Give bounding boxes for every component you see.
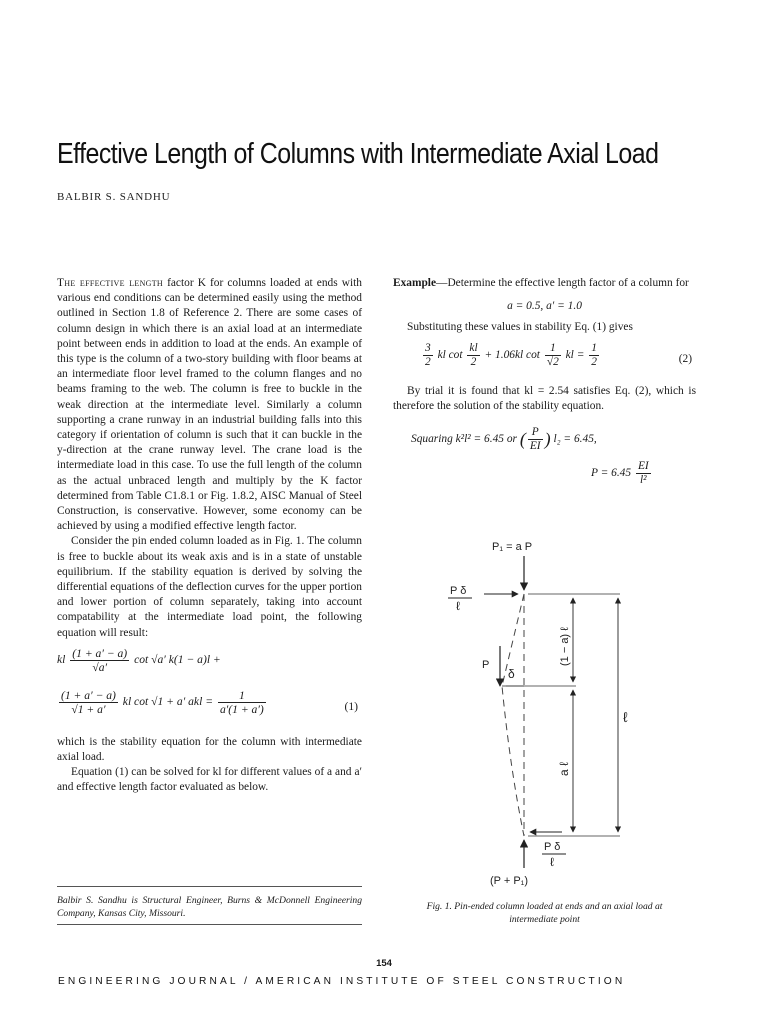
caption-line-2: intermediate point bbox=[509, 913, 580, 925]
column-figure bbox=[440, 528, 660, 898]
caption-line-1: Fig. 1. Pin-ended column loaded at ends and an axial load at bbox=[426, 901, 663, 912]
total-length-label: ℓ bbox=[623, 709, 628, 725]
eq2-number: (2) bbox=[678, 352, 692, 365]
eq1-frac-3: $\frac{1}{a'(1 + a')}$ bbox=[219, 688, 264, 716]
deflected-shape bbox=[502, 594, 524, 836]
footnote-rule-top bbox=[57, 886, 362, 887]
lower-length-label: a ℓ bbox=[557, 762, 571, 776]
intro-paragraph-text: factor K for columns loaded at ends with various end conditions can be determined easily using the method outlined in Section 1.8 of Reference 2. There are some cases of column design in which there is an axial load at an intermediate point between ends in addition to load at the ends. An example of this type is the column of a two-story building with floor beams at an intermediate floor level framed to the column flanges and no beams framing to the web. The column is free to buckle in the weak direction at the intermediate level. Similarly a column supporting a crane runway in an industrial building falls into this category if orientation of column is such that it can buckle in the y-direction at the crane runway level. The crane load is the intermediate load in this case. To use the full length of the column as the actual unbraced length and multiply by the K factor determined from Table C1.8.1 or Fig. 1.8.2, AISC Manual of Steel Construction, is conservative. However, some economy can be achieved by using a modified effective length factor. bbox=[57, 277, 362, 533]
author-name: BALBIR S. SANDHU bbox=[57, 191, 171, 203]
article-title: Effective Length of Columns with Intermediate Axial Load bbox=[57, 138, 659, 170]
left-column bbox=[57, 276, 362, 796]
eq1-frac-1: $\frac{(1 + a' - a)}{√a'}$ bbox=[72, 646, 128, 674]
example-label: Example bbox=[393, 277, 437, 289]
example-paragraph bbox=[393, 276, 696, 291]
p-equation: P = 6.45 $\frac{EI}{\text{l²}}$ bbox=[591, 460, 649, 487]
eq1-frac-2: $\frac{(1 + a' - a)}{√1 + a'}$ bbox=[61, 688, 116, 716]
eq1-kl: kl bbox=[57, 653, 66, 667]
journal-footer: ENGINEERING JOURNAL / AMERICAN INSTITUTE OF STEEL CONSTRUCTION bbox=[58, 976, 626, 987]
author-footnote: Balbir S. Sandhu is Structural Engineer, Burns & McDonnell Engineering Company, Kansas City, Missouri. bbox=[57, 895, 362, 919]
right-column bbox=[393, 276, 696, 492]
page-number: 154 bbox=[376, 958, 392, 969]
intro-paragraph bbox=[57, 276, 362, 534]
trial-paragraph: By trial it is found that kl = 2.54 satisfies Eq. (2), which is therefore the solution of the stability equation. bbox=[393, 384, 696, 412]
equation-2: $\frac{3}{2}$ kl cot $\frac{kl}{2}$ + 1.06kl cot $\frac{1}{√2}$ kl = $\frac{1}{2}$ (2) bbox=[425, 341, 692, 368]
figure-caption bbox=[393, 901, 696, 926]
bottom-shear-num: P δ bbox=[544, 841, 561, 853]
eq1-line2-mid: kl cot √1 + a′ akl = bbox=[122, 695, 214, 709]
stability-paragraph: which is the stability equation for the column with intermediate axial load. bbox=[57, 735, 362, 764]
method-paragraph: Consider the pin ended column loaded as in Fig. 1. The column is free to buckle about its weak axis and is in a state of unstable equilibrium. If the stability equation is derived by solving the differential equations of the deflection curves for the upper portion and lower portion of column separately, taking into account compatability at the intermediate load point, the following equation will result: bbox=[57, 535, 362, 639]
equation-1 bbox=[57, 647, 362, 731]
mid-load-label: P bbox=[482, 659, 490, 671]
squaring-equation: Squaring k²l² = 6.45 or ( $\frac{P}{EI}$ ) l₂ = 6.45, bbox=[411, 426, 597, 453]
eq1-number: (1) bbox=[344, 699, 358, 713]
reaction-label: (P + P₁) bbox=[490, 875, 529, 887]
top-shear-num: P δ bbox=[450, 585, 467, 597]
bottom-shear-den: ℓ bbox=[550, 855, 554, 869]
upper-length-label: (1 − a) ℓ bbox=[559, 627, 571, 666]
solution-paragraph: Equation (1) can be solved for kl for different values of a and a′ and effective length factor evaluated as below. bbox=[57, 766, 362, 794]
footnote-rule-bottom bbox=[57, 924, 362, 925]
eq1-line1-rest: cot √a′ k(1 − a)l + bbox=[134, 653, 221, 667]
top-shear-den: ℓ bbox=[456, 599, 460, 613]
example-text: —Determine the effective length factor of a column for bbox=[436, 277, 689, 289]
top-load-label: P₁ = a P bbox=[492, 541, 533, 553]
delta-label: δ bbox=[508, 667, 515, 681]
substitution-text: Substituting these values in stability Eq. (1) gives bbox=[407, 321, 633, 334]
lead-smallcaps: The effective length bbox=[57, 277, 163, 289]
given-values: a = 0.5, a′ = 1.0 bbox=[507, 300, 582, 313]
